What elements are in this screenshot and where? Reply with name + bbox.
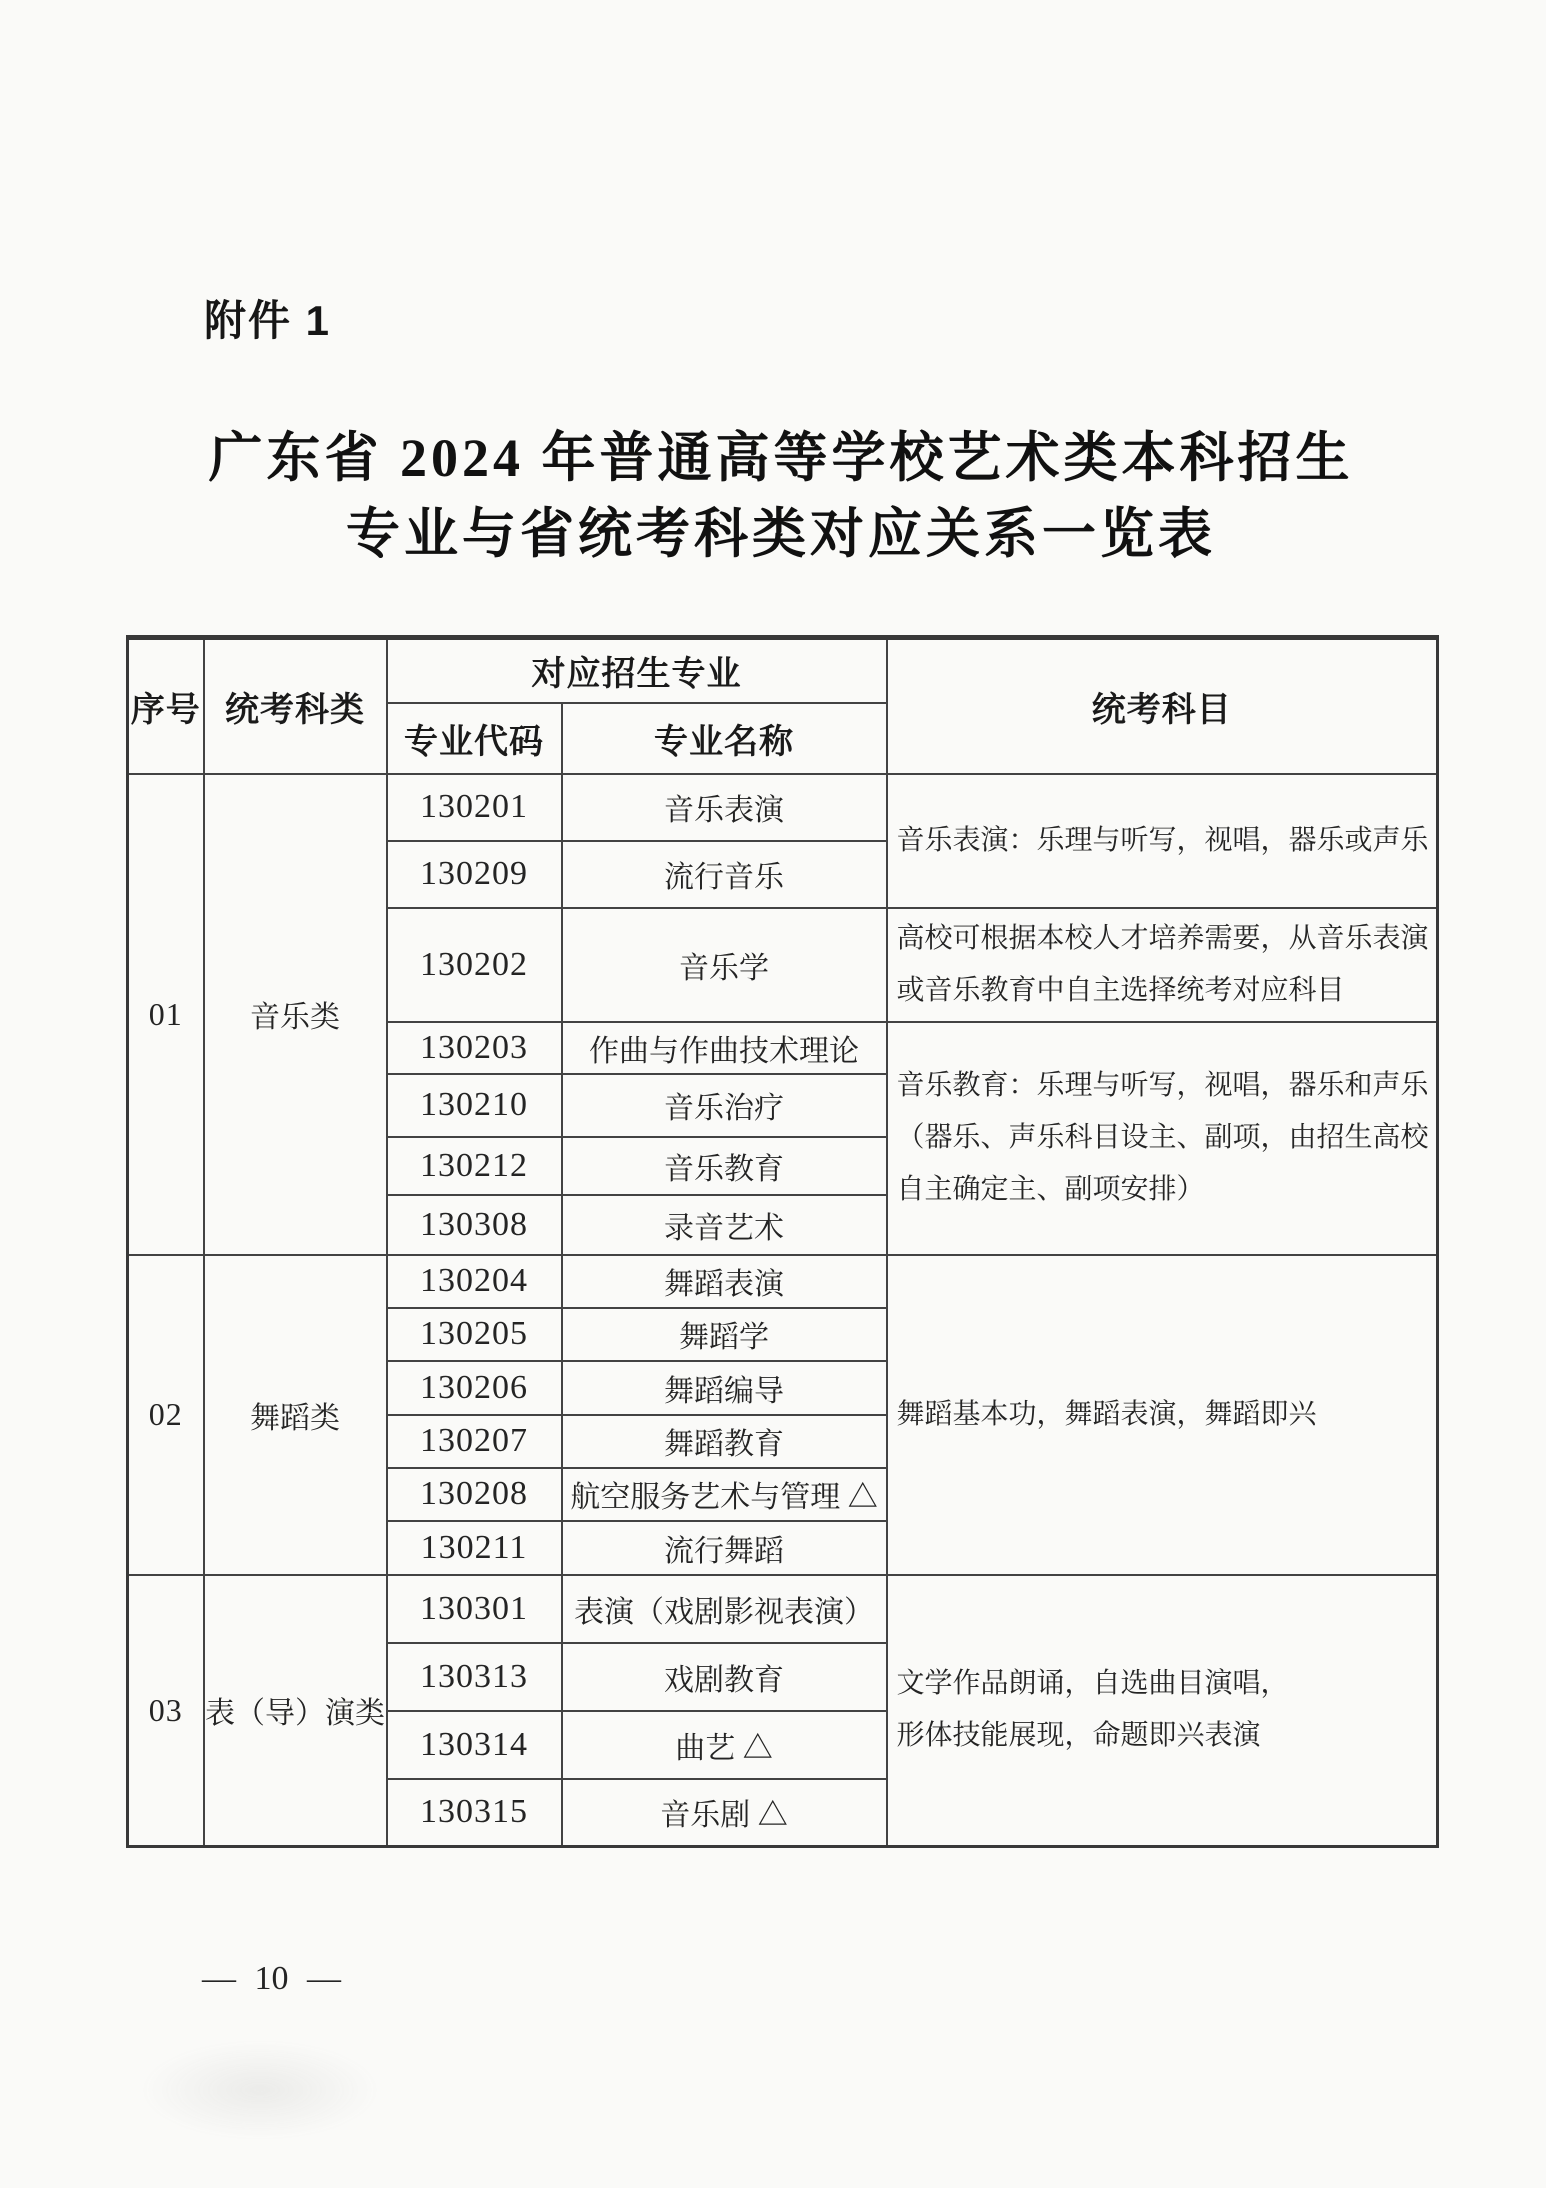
header-seq: 序号 <box>128 638 204 774</box>
subjects-cell <box>887 908 1438 1022</box>
major-name-cell: 音乐学 <box>562 908 887 1022</box>
major-code-cell: 130202 <box>387 908 562 1022</box>
major-name-cell: 舞蹈学 <box>562 1308 887 1361</box>
subject-line: 文学作品朗诵，自选曲目演唱， <box>896 1668 1289 1700</box>
table-row <box>128 1255 1438 1308</box>
subjects-cell <box>887 1022 1438 1255</box>
major-name-cell: 音乐剧 △ <box>562 1779 887 1847</box>
exam-category-table <box>126 635 1439 1848</box>
title-line-1: 广东省 2024 年普通高等学校艺术类本科招生 <box>208 428 1354 488</box>
major-name-cell: 舞蹈教育 <box>562 1415 887 1468</box>
subjects-cell <box>887 1575 1438 1847</box>
major-name-cell: 舞蹈编导 <box>562 1361 887 1415</box>
table-row <box>128 1575 1438 1643</box>
category-cell: 舞蹈类 <box>204 1255 387 1575</box>
major-name-cell: 音乐表演 <box>562 774 887 841</box>
subject-line: （器乐、声乐科目设主、副项，由招生高校 <box>896 1122 1429 1153</box>
major-name-cell: 表演（戏剧影视表演） <box>562 1575 887 1643</box>
major-name-cell: 戏剧教育 <box>562 1643 887 1711</box>
major-code-cell: 130204 <box>387 1255 562 1308</box>
subject-line: 形体技能展现，命题即兴表演 <box>896 1720 1261 1752</box>
seq-cell: 01 <box>128 774 204 1255</box>
major-code-cell: 130301 <box>387 1575 562 1643</box>
major-code-cell: 130210 <box>387 1074 562 1137</box>
major-code-cell: 130208 <box>387 1468 562 1521</box>
subject-line: 自主确定主、副项安排） <box>896 1174 1205 1205</box>
category-cell: 音乐类 <box>204 774 387 1255</box>
subject-line: 音乐表演：乐理与听写，视唱，器乐或声乐 <box>896 824 1429 856</box>
major-code-cell: 130205 <box>387 1308 562 1361</box>
table-header-row <box>128 638 1438 703</box>
major-code-cell: 130314 <box>387 1711 562 1779</box>
major-name-cell: 曲艺 △ <box>562 1711 887 1779</box>
major-code-cell: 130206 <box>387 1361 562 1415</box>
seq-cell: 03 <box>128 1575 204 1847</box>
category-cell: 表（导）演类 <box>204 1575 387 1847</box>
subjects-cell <box>887 774 1438 908</box>
major-name-cell: 音乐教育 <box>562 1137 887 1195</box>
header-major-code: 专业代码 <box>387 703 562 774</box>
subject-line: 高校可根据本校人才培养需要，从音乐表演 <box>896 922 1429 954</box>
table-row <box>128 774 1438 841</box>
major-name-cell: 流行舞蹈 <box>562 1521 887 1575</box>
major-code-cell: 130203 <box>387 1022 562 1074</box>
title-line-2: 专业与省统考科类对应关系一览表 <box>346 504 1216 564</box>
attachment-label: 附件 1 <box>204 297 332 344</box>
major-name-cell: 舞蹈表演 <box>562 1255 887 1308</box>
header-majors-group: 对应招生专业 <box>387 638 887 703</box>
header-subjects: 统考科目 <box>887 638 1438 774</box>
major-code-cell: 130315 <box>387 1779 562 1847</box>
major-code-cell: 130209 <box>387 841 562 908</box>
page-number: — 10 — <box>202 1960 341 1997</box>
subject-line: 音乐教育：乐理与听写，视唱，器乐和声乐 <box>896 1070 1429 1101</box>
header-category: 统考科类 <box>204 638 387 774</box>
seq-cell: 02 <box>128 1255 204 1575</box>
major-name-cell: 作曲与作曲技术理论 <box>562 1022 887 1074</box>
header-major-name: 专业名称 <box>562 703 887 774</box>
scan-smudge <box>140 2040 380 2140</box>
major-code-cell: 130211 <box>387 1521 562 1575</box>
subjects-cell <box>887 1255 1438 1575</box>
major-name-cell: 航空服务艺术与管理 △ <box>562 1468 887 1521</box>
major-code-cell: 130308 <box>387 1195 562 1255</box>
major-name-cell: 流行音乐 <box>562 841 887 908</box>
major-code-cell: 130207 <box>387 1415 562 1468</box>
major-code-cell: 130201 <box>387 774 562 841</box>
major-code-cell: 130212 <box>387 1137 562 1195</box>
document-title <box>16 420 1546 572</box>
subject-line: 舞蹈基本功，舞蹈表演，舞蹈即兴 <box>896 1398 1317 1430</box>
major-code-cell: 130313 <box>387 1643 562 1711</box>
subject-line: 或音乐教育中自主选择统考对应科目 <box>896 974 1345 1006</box>
major-name-cell: 录音艺术 <box>562 1195 887 1255</box>
major-name-cell: 音乐治疗 <box>562 1074 887 1137</box>
